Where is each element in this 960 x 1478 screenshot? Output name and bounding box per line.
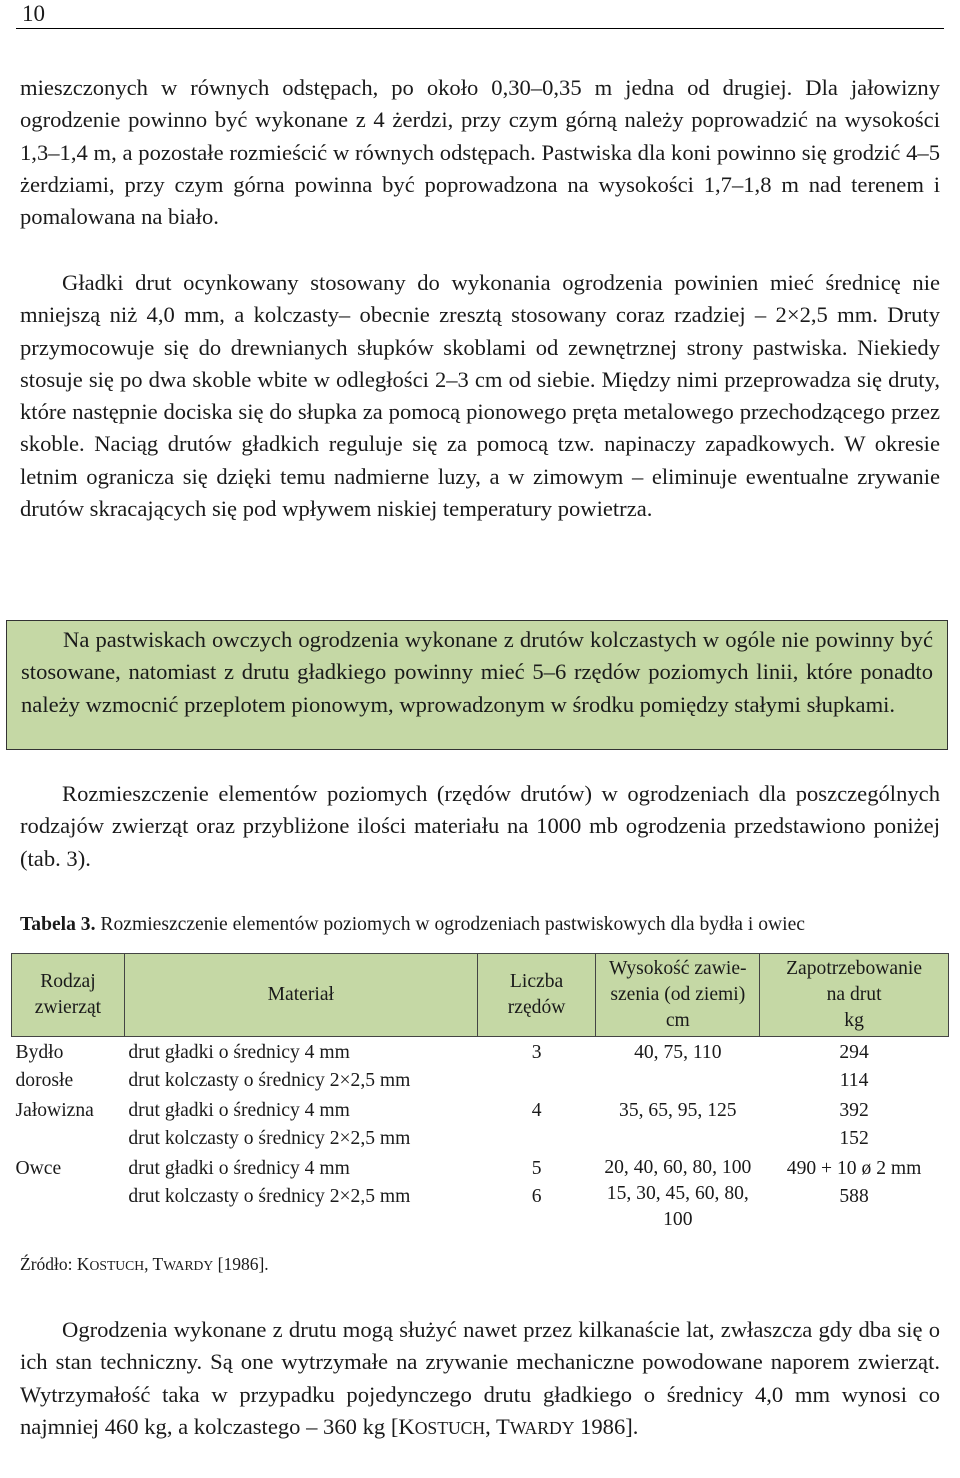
table-caption xyxy=(20,912,940,938)
paragraph-table-intro: Rozmieszczenie elementów poziomych (rzędów drutów) w ogrodzeniach dla poszczególnych rodzajów zwierząt oraz przybliżone ilości materiału na 1000 mb ogrodzenia przedstawiono poniżej (tab. 3). xyxy=(20,781,940,871)
header-rule xyxy=(16,28,944,29)
page-number: 10 xyxy=(22,1,45,26)
cell-demand: 490 + 10 ø 2 mm 588 xyxy=(786,1158,922,1207)
header-rows: Liczba rzędów xyxy=(477,954,596,1037)
table-row xyxy=(12,1037,949,1096)
cell-animal: Jałowizna xyxy=(15,1100,94,1121)
cell-rows: 5 6 xyxy=(531,1158,542,1207)
table-source: Źródło: KOSTUCH, TWARDY [1986]. xyxy=(20,1254,269,1274)
table-row xyxy=(12,1153,949,1233)
header-height: Wysokość zawie- szenia (od ziemi) cm xyxy=(596,954,760,1037)
header-material: Materiał xyxy=(124,954,477,1037)
paragraph-continuation: mieszczonych w równych odstępach, po około 0,30–0,35 m jedna od drugiej. Dla jałowizny ogrodzenie powinno być wykonane z 4 żerdzi, przy czym górną należy poprowadzić na wysokości 1,3–1,4 m, a pozostałe rozmieścić w równych odstępach. Pastwiska dla koni powinno się grodzić 4–5 żerdziami, przy czym górna powinna być poprowadzona na wysokości 1,7–1,8 m nad terenem i pomalowana na biało. xyxy=(20,75,940,230)
cell-height: 35, 65, 95, 125 xyxy=(619,1100,737,1121)
table-caption-text: Rozmieszczenie elementów poziomych w ogrodzeniach pastwiskowych dla bydła i owiec xyxy=(95,914,805,935)
paragraph-durability: Ogrodzenia wykonane z drutu mogą służyć nawet przez kilkanaście lat, zwłaszcza gdy dba się o ich stan techniczny. Są one wytrzymałe na zrywanie mechaniczne powodowane naporem zwierząt. Wytrzymałość taka w przypadku pojedynczego drutu gładkiego o średnicy 4,0 mm wynosi co najmniej 460 kg, a kolczastego – 360 kg [KOSTUCH, TWARDY 1986]. xyxy=(20,1317,940,1439)
header-demand: Zapotrzebowanie na drut kg xyxy=(760,954,949,1037)
cell-rows: 3 xyxy=(531,1042,542,1063)
cell-material: drut gładki o średnicy 4 mm drut kolczasty o średnicy 2×2,5 mm xyxy=(128,1042,411,1091)
table-row xyxy=(12,1095,949,1153)
table-caption-label: Tabela 3. xyxy=(20,914,96,935)
paragraph-wire: Gładki drut ocynkowany stosowany do wykonania ogrodzenia powinien mieć średnicę nie mniejszą niż 4,0 mm, a kolczasty– obecnie zresztą stosowany coraz rzadziej – 2×2,5 mm. Druty przymocowuje się do drewnianych słupków skoblami od zewnętrznej strony pastwiska. Niekiedy stosuje się po dwa skoble wbite w odległości 2–3 cm od siebie. Między nimi przeprowadza się druty, które następnie dociska się do słupka za pomocą pionowego pręta metalowego przechodzącego przez skoble. Naciąg drutów gładkich reguluje się za pomocą tzw. napinaczy zapadkowych. W okresie letnim ogranicza się dzięki temu nadmierne luzy, a w zimowym – eliminuje ewentualne zrywanie drutów skracających się pod wpływem niskiej temperatury powietrza. xyxy=(20,270,940,522)
table-header-row xyxy=(12,954,949,1037)
cell-demand: 392 152 xyxy=(839,1100,869,1149)
header-animal: Rodzaj zwierząt xyxy=(12,954,125,1037)
cell-height: 20, 40, 60, 80, 100 15, 30, 45, 60, 80, 100 xyxy=(604,1157,752,1230)
cell-height: 40, 75, 110 xyxy=(634,1042,722,1063)
cell-material: drut gładki o średnicy 4 mm drut kolczasty o średnicy 2×2,5 mm xyxy=(128,1100,411,1149)
fence-table xyxy=(11,953,949,1233)
highlight-paragraph: Na pastwiskach owczych ogrodzenia wykonane z drutów kolczastych w ogóle nie powinny być stosowane, natomiast z drutu gładkiego powinny mieć 5–6 rzędów poziomych linii, które ponadto należy wzmocnić przeplotem pionowym, wprowadzonym w środku pomiędzy stałymi słupkami. xyxy=(21,627,933,717)
cell-rows: 4 xyxy=(531,1100,542,1121)
cell-material: drut gładki o średnicy 4 mm drut kolczasty o średnicy 2×2,5 mm xyxy=(128,1158,411,1207)
cell-animal: Owce xyxy=(15,1158,62,1179)
cell-demand: 294 114 xyxy=(839,1042,869,1091)
highlight-box xyxy=(6,620,948,750)
cell-animal: Bydło dorosłe xyxy=(15,1042,74,1091)
